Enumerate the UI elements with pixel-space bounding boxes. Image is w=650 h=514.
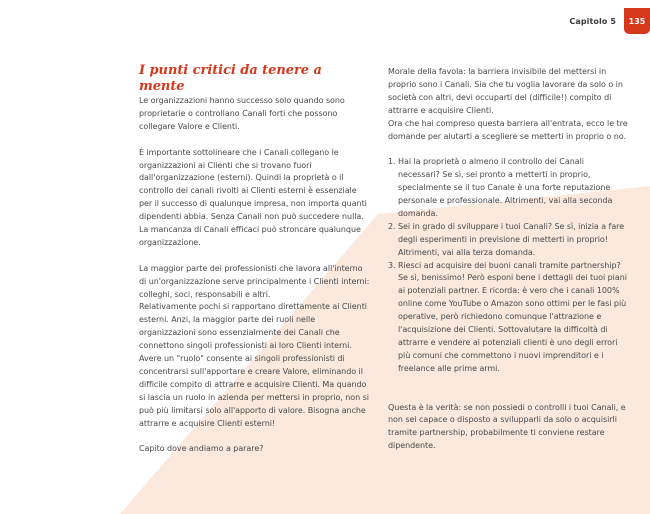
intro-paragraph: Morale della favola: la barriera invisibile del mettersi in proprio sono i Canali. Sia che tu voglia lavorare da solo o in società con altri, devi occuparti del (difficile!) compito di attrarre e acquisire Clienti.: [388, 67, 623, 115]
list-item-number: 3.: [388, 260, 396, 270]
intro-paragraph: Ora che hai compreso questa barriera all'entrata, ecco le tre domande per aiutarti a scegliere se metterti in proprio o no.: [388, 118, 628, 141]
list-item-text: Sei in grado di sviluppare i tuoi Canali? Se sì, inizia a fare degli esperimenti in previsione di metterti in proprio! Altrimenti, vai alla terza domanda.: [398, 221, 625, 257]
list-item: [388, 156, 628, 221]
paragraph: Capito dove andiamo a parare?: [139, 444, 264, 454]
page-number-tab: 135: [624, 8, 650, 34]
paragraph: È importante sottolineare che i Canali collegano le organizzazioni ai Clienti che si trovano fuori dall'organizzazione (esterni). Quindi la proprietà o il controllo dei canali rivolti ai Clienti esterni è essenziale per il successo di qualunque impresa, non importa quanti dipendenti abbia. Senza Canali non può succedere nulla. La mancanza di Canali efficaci può stroncare qualunque organizzazione.: [139, 147, 367, 247]
conclusion-paragraph: Questa è la verità: se non possiedi o controlli i tuoi Canali, e non sei capace o disposto a svilupparli da solo o acquisirli tramite partnership, probabilmente ti conviene restare dipendente.: [388, 402, 626, 451]
chapter-label: Capitolo 5: [569, 16, 616, 26]
paragraph-spacer: [388, 143, 628, 156]
paragraph-spacer: [139, 431, 371, 444]
list-item-number: 2.: [388, 221, 396, 231]
section-title: I punti critici da tenere a mente: [139, 63, 322, 94]
paragraph: Le organizzazioni hanno successo solo quando sono proprietarie o controllano Canali forti che possono collegare Valore e Clienti.: [139, 96, 345, 131]
paragraph-spacer: [388, 389, 628, 402]
questions-list: [388, 156, 628, 375]
right-column: [388, 66, 628, 453]
list-item-number: 1.: [388, 157, 396, 167]
list-item-text: Riesci ad acquisire dei buoni canali tramite partnership? Se sì, benissimo! Però esponi bene i dettagli dei tuoi piani ai potenziali partner. E ricorda: è vero che i canali 100% online come YouTube o Amazon sono ottimi per le fasi più operative, però richiedono comunque l'attrazione e l'acquisizione dei Clienti. Sottovalutare la difficoltà di attrarre e vendere ai potenziali clienti è uno degli errori più comuni che commettono i nuovi imprenditori e i freelance alle prime armi.: [398, 260, 627, 373]
paragraph: Avere un "ruolo" consente ai singoli professionisti di concentrarsi sull'apportare e creare Valore, eliminando il difficile compito di attrarre e acquisire Clienti. Ma quando si lascia un ruolo in azienda per mettersi in proprio, non si può più limitarsi solo all'apporto di valore. Bisogna anche attrarre e acquisire Clienti esterni!: [139, 354, 369, 428]
paragraph-spacer: [139, 134, 371, 147]
paragraph: La maggior parte dei professionisti che lavora all'interno di un'organizzazione serve principalmente i Clienti interni: colleghi, soci, responsabili e altri.: [139, 263, 370, 299]
paragraph-spacer: [388, 376, 628, 389]
paragraph: Relativamente pochi si rapportano direttamente ai Clienti esterni. Anzi, la maggior parte dei ruoli nelle organizzazioni sono essenzialmente dei Canali che connettono singoli professionisti ai loro Clienti interni.: [139, 302, 367, 351]
list-item: [388, 260, 628, 376]
left-column: [139, 63, 371, 456]
list-item-text: Hai la proprietà o almeno il controllo dei Canali necessari? Se sì, sei pronto a metterti in proprio, specialmente se il tuo Canale è una forte reputazione personale e professionale. Altrimenti, vai alla seconda domanda.: [398, 157, 613, 218]
page-header: [569, 8, 650, 34]
paragraph-spacer: [139, 250, 371, 263]
list-item: [388, 221, 628, 260]
